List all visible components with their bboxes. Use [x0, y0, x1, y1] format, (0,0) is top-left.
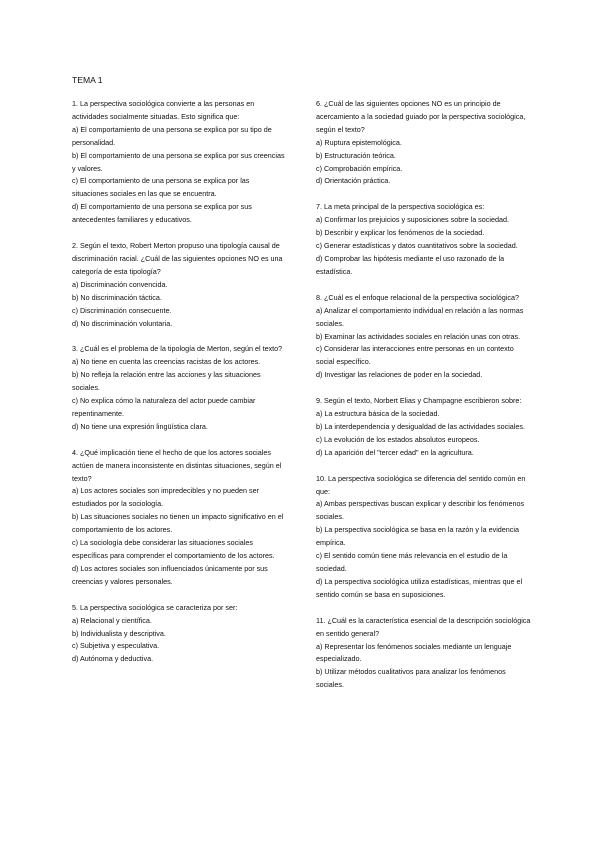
option-c: c) Generar estadísticas y datos cuantitativos sobre la sociedad.: [316, 241, 518, 251]
question-stem: 9. Según el texto, Norbert Elias y Champagne escribieron sobre:: [316, 396, 522, 406]
option-b: b) La interdependencia y desigualdad de las actividades sociales.: [316, 421, 525, 431]
question-3: [72, 343, 287, 433]
question-stem: 11. ¿Cuál es la característica esencial de la descripción sociológica en sentido general?: [316, 615, 531, 638]
option-b: b) Examinar las actividades sociales en relación unas con otras.: [316, 331, 521, 341]
option-a: a) Analizar el comportamiento individual en relación a las normas sociales.: [316, 305, 524, 328]
option-a: a) Ambas perspectivas buscan explicar y describir los fenómenos sociales.: [316, 499, 525, 522]
option-d: d) La perspectiva sociológica utiliza estadísticas, mientras que el sentido común se basa en suposiciones.: [316, 576, 523, 599]
option-b: b) Describir y explicar los fenómenos de la sociedad.: [316, 228, 485, 238]
left-column: [72, 98, 287, 679]
question-8: [316, 292, 531, 382]
option-c: c) No explica cómo la naturaleza del actor puede cambiar repentinamente.: [72, 396, 256, 418]
option-c: c) Subjetiva y especulativa.: [72, 641, 160, 651]
question-stem: 2. Según el texto, Robert Merton propuso una tipología causal de discriminación racial. ¿Cuál de las siguientes opciones NO es una categoría de esta tipología?: [72, 241, 283, 276]
option-a: a) Representar los fenómenos sociales mediante un lenguaje especializado.: [316, 641, 512, 664]
option-a: a) Relacional y científica.: [72, 615, 152, 625]
option-a: a) No tiene en cuenta las creencias racistas de los actores.: [72, 357, 261, 367]
option-b: b) La perspectiva sociológica se basa en la razón y la evidencia empírica.: [316, 525, 519, 548]
option-c: c) La evolución de los estados absolutos europeos.: [316, 434, 480, 444]
option-c: c) Considerar las interacciones entre personas en un contexto social específico.: [316, 344, 514, 367]
option-b: b) Estructuración teórica.: [316, 150, 396, 160]
question-9: [316, 395, 531, 460]
question-stem: 7. La meta principal de la perspectiva sociológica es:: [316, 202, 485, 212]
option-c: c) Discriminación consecuente.: [72, 305, 172, 315]
question-stem: 10. La perspectiva sociológica se diferencia del sentido común en que:: [316, 473, 526, 496]
option-b: b) Individualista y descriptiva.: [72, 628, 166, 638]
question-2: [72, 240, 287, 330]
option-a: a) El comportamiento de una persona se explica por su tipo de personalidad.: [72, 124, 272, 147]
question-11: [316, 615, 531, 692]
option-c: c) El sentido común tiene más relevancia en el estudio de la sociedad.: [316, 551, 508, 573]
question-5: [72, 602, 287, 667]
question-stem: 3. ¿Cuál es el problema de la tipología de Merton, según el texto?: [72, 344, 283, 354]
option-d: d) Comprobar las hipótesis mediante el uso razonado de la estadística.: [316, 253, 505, 276]
option-b: b) El comportamiento de una persona se explica por sus creencias y valores.: [72, 150, 285, 173]
option-b: b) Utilizar métodos cualitativos para analizar los fenómenos sociales.: [316, 667, 506, 690]
option-c: c) Comprobación empírica.: [316, 163, 403, 173]
option-a: a) La estructura básica de la sociedad.: [316, 409, 440, 419]
question-stem: 6. ¿Cuál de las siguientes opciones NO es un principio de acercamiento a la sociedad guiado por la perspectiva sociológica, según el texto?: [316, 99, 526, 134]
document-title: TEMA 1: [72, 75, 103, 85]
option-d: d) Orientación práctica.: [316, 176, 391, 186]
option-a: a) Discriminación convencida.: [72, 279, 168, 289]
option-b: b) No refleja la relación entre las acciones y las situaciones sociales.: [72, 370, 261, 393]
question-4: [72, 447, 287, 589]
question-stem: 8. ¿Cuál es el enfoque relacional de la perspectiva sociológica?: [316, 292, 519, 302]
question-1: [72, 98, 287, 227]
option-d: d) Los actores sociales son influenciados únicamente por sus creencias y valores personales.: [72, 563, 268, 586]
option-a: a) Ruptura epistemológica.: [316, 137, 402, 147]
option-d: d) Investigar las relaciones de poder en la sociedad.: [316, 370, 483, 380]
option-d: d) Autónoma y deductiva.: [72, 654, 154, 664]
question-stem: 1. La perspectiva sociológica convierte a las personas en actividades socialmente situadas. Esto significa que:: [72, 99, 255, 121]
question-stem: 4. ¿Qué implicación tiene el hecho de que los actores sociales actúen de manera inconsistente en distintas situaciones, según el texto?: [72, 447, 282, 483]
option-d: d) La aparición del "tercer edad" en la agricultura.: [316, 447, 474, 457]
option-d: d) No tiene una expresión lingüística clara.: [72, 421, 208, 431]
question-6: [316, 98, 531, 188]
option-d: d) El comportamiento de una persona se explica por sus antecedentes familiares y educativos.: [72, 202, 252, 225]
option-b: b) Las situaciones sociales no tienen un impacto significativo en el comportamiento de los actores.: [72, 512, 284, 535]
option-a: a) Confirmar los prejuicios y suposiciones sobre la sociedad.: [316, 215, 509, 225]
option-c: c) El comportamiento de una persona se explica por las situaciones sociales en las que se encuentra.: [72, 176, 250, 199]
option-c: c) La sociología debe considerar las situaciones sociales específicas para comprender el comportamiento de los actores.: [72, 538, 275, 560]
option-b: b) No discriminación táctica.: [72, 292, 162, 302]
option-d: d) No discriminación voluntaria.: [72, 318, 173, 328]
right-column: [316, 98, 531, 705]
question-7: [316, 201, 531, 278]
question-stem: 5. La perspectiva sociológica se caracteriza por ser:: [72, 602, 238, 612]
question-10: [316, 473, 531, 602]
option-a: a) Los actores sociales son impredecibles y no pueden ser estudiados por la sociología.: [72, 486, 259, 509]
